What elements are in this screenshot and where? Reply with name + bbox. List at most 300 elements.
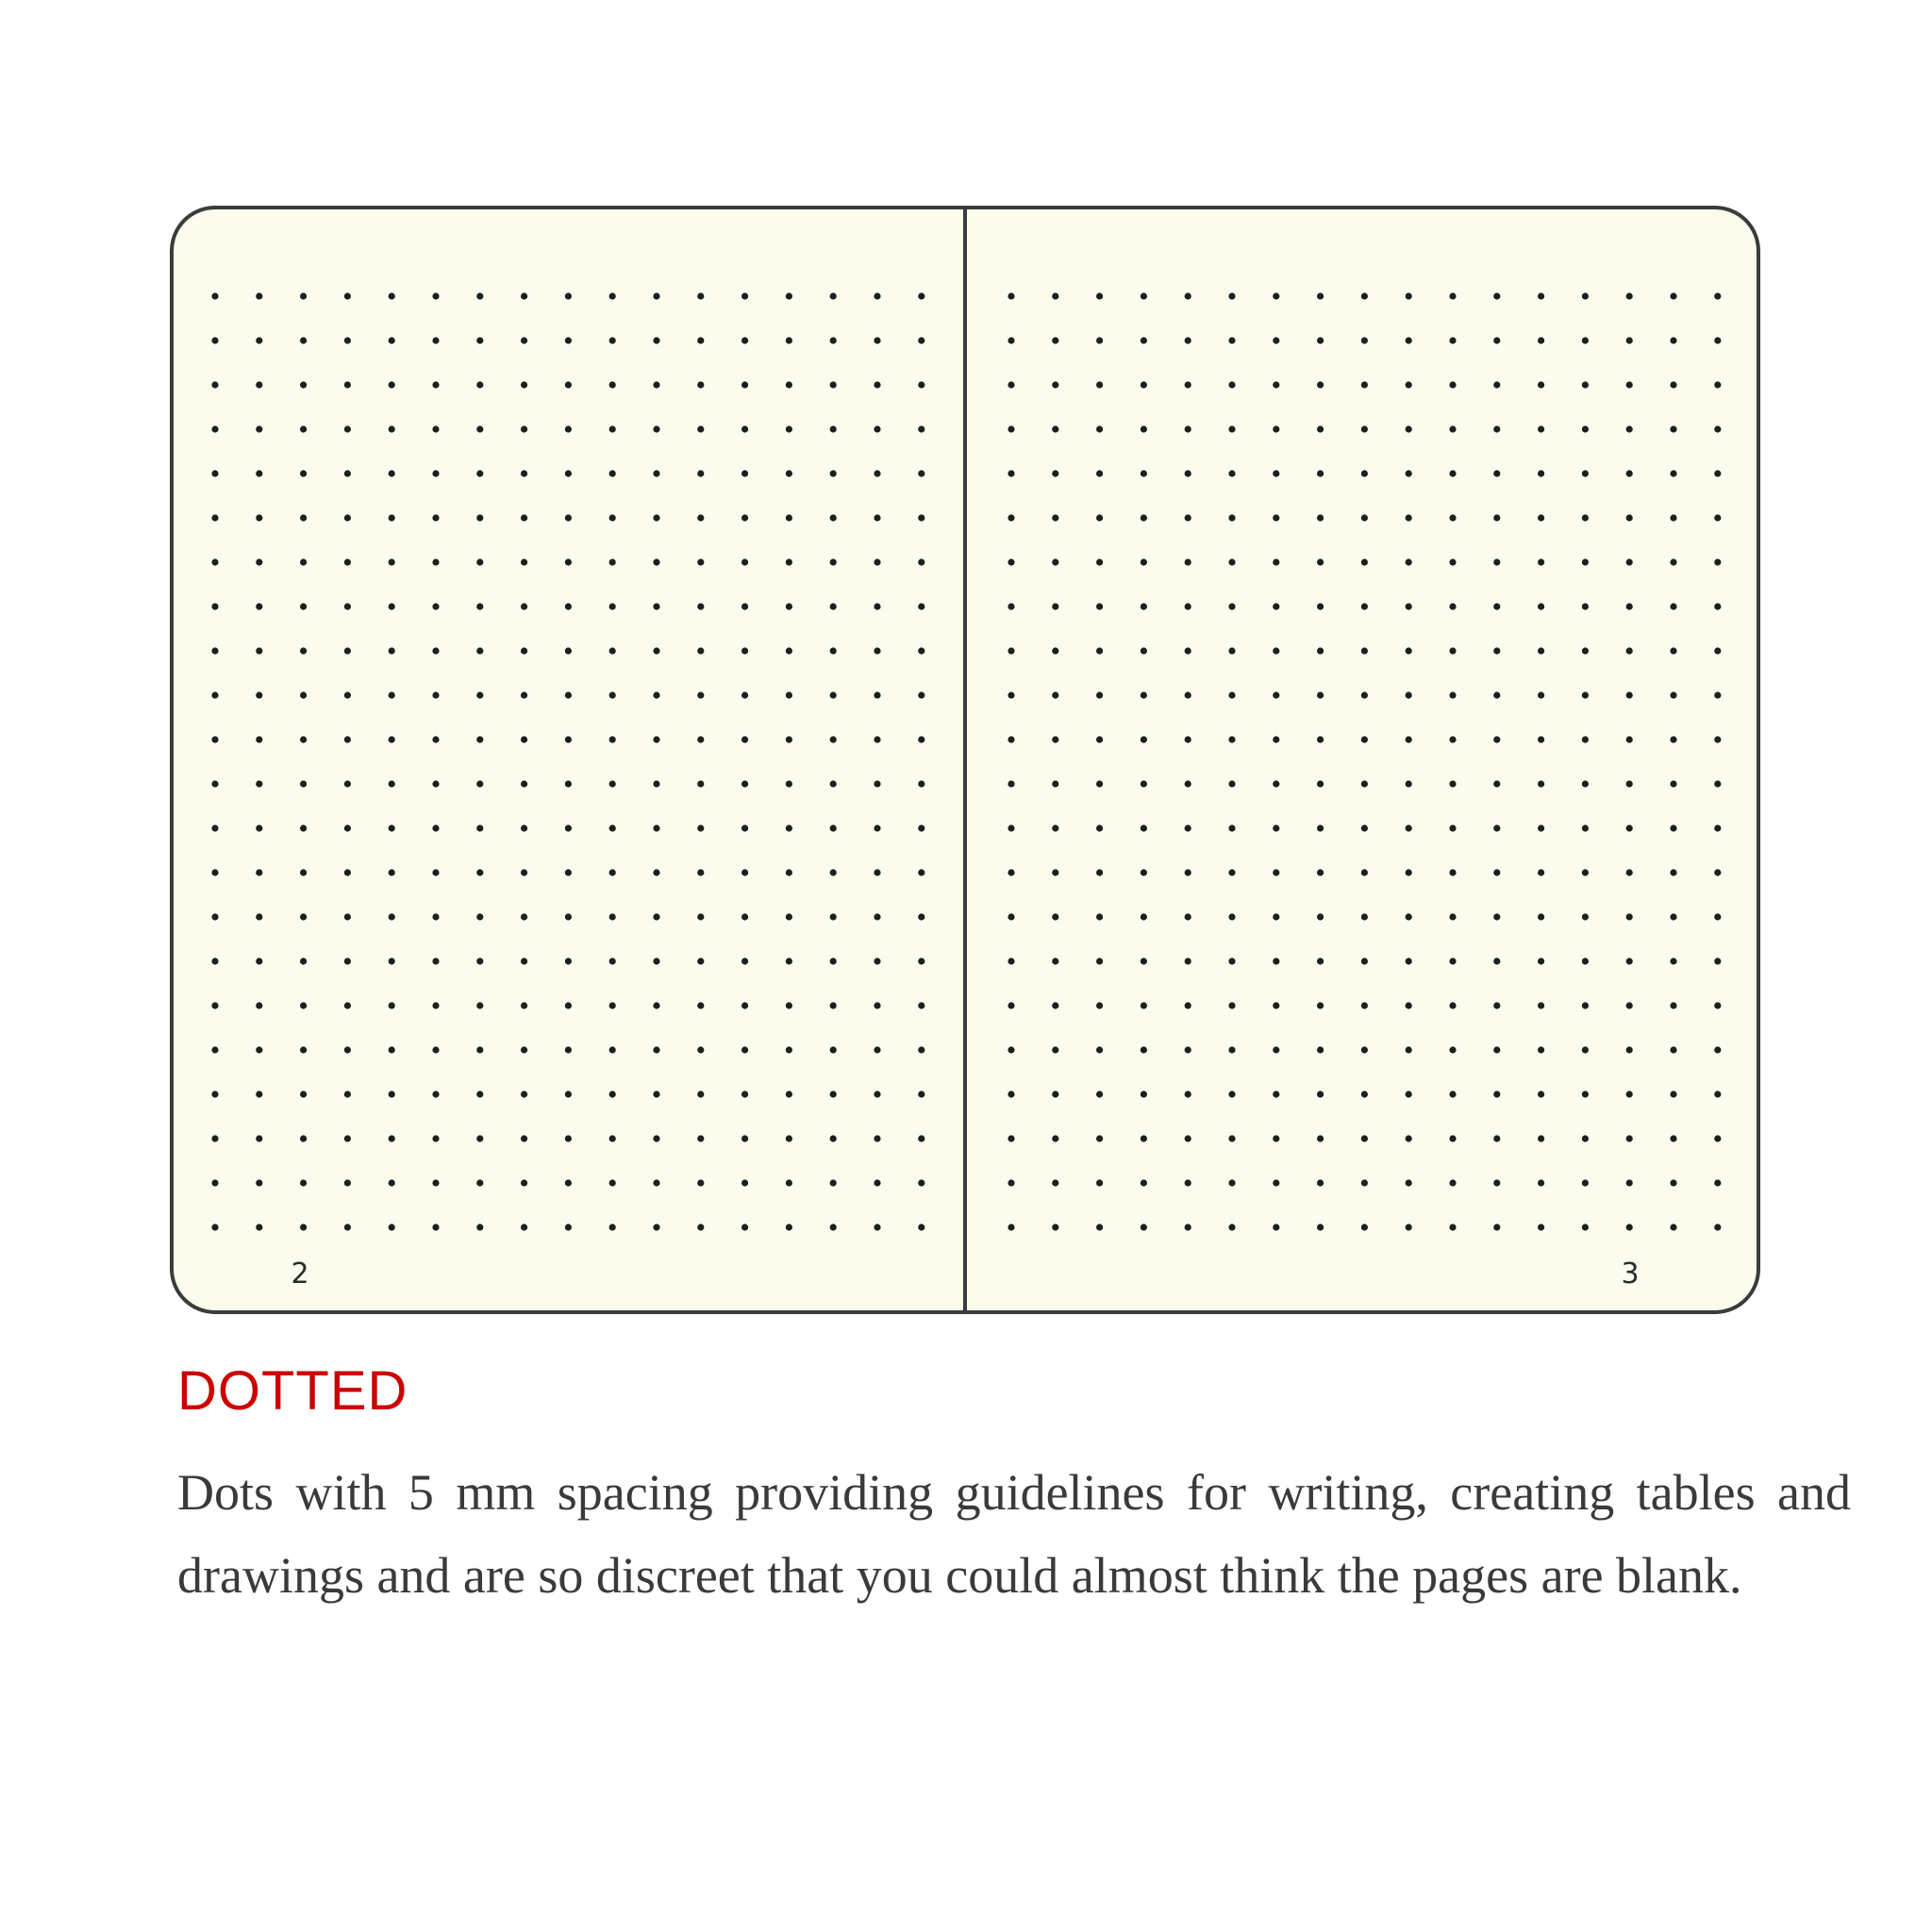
right-page-dot	[1052, 381, 1058, 388]
right-page-dot	[1141, 425, 1147, 432]
left-page-dot	[697, 913, 704, 920]
right-page-dot	[1185, 1135, 1191, 1141]
left-page-dot	[300, 337, 307, 343]
right-page-dot	[1228, 913, 1235, 920]
right-page-dot	[1538, 1091, 1544, 1097]
left-page-dot	[300, 1135, 307, 1141]
left-page-dot	[741, 736, 748, 742]
right-page-dot	[1141, 337, 1147, 343]
left-page-dot	[741, 603, 748, 609]
left-page-dot	[697, 337, 704, 343]
left-page-dot	[609, 470, 616, 476]
left-page-dot	[389, 736, 395, 742]
right-page-dot	[1714, 824, 1721, 831]
right-page-dot	[1185, 824, 1191, 831]
right-page-dot	[1008, 1179, 1014, 1186]
right-page-dot	[1185, 869, 1191, 875]
left-page-dot	[256, 647, 262, 654]
right-page-dot	[1493, 824, 1500, 831]
left-page-dot	[344, 1135, 351, 1141]
left-page-dot	[918, 514, 924, 521]
left-page-dot	[521, 647, 527, 654]
left-page-dot	[211, 603, 218, 609]
left-page-dot	[344, 869, 351, 875]
left-page-dot	[609, 514, 616, 521]
right-page-dot	[1185, 603, 1191, 609]
right-page-dot	[1582, 1224, 1589, 1230]
left-page-number: 2	[291, 1257, 309, 1291]
right-page-dot	[1626, 514, 1633, 521]
left-page-dot	[476, 1224, 483, 1230]
right-page-dot	[1626, 958, 1633, 964]
left-page-dot	[741, 292, 748, 299]
left-page-dot	[874, 958, 880, 964]
left-page-dot	[609, 824, 616, 831]
right-page-dot	[1626, 691, 1633, 698]
right-page-dot	[1228, 1224, 1235, 1230]
right-page-dot	[1361, 381, 1368, 388]
right-page-dot	[1361, 470, 1368, 476]
right-page-dot	[1008, 381, 1014, 388]
right-page-dot	[1582, 292, 1589, 299]
right-page-dot	[1361, 603, 1368, 609]
left-page-dot	[874, 869, 880, 875]
left-page-dot	[521, 691, 527, 698]
right-page-dot	[1582, 736, 1589, 742]
left-page-dot	[256, 1179, 262, 1186]
right-page-dot	[1670, 603, 1676, 609]
left-page-dot	[786, 869, 792, 875]
right-page-dot	[1096, 1179, 1103, 1186]
right-page-dot	[1406, 691, 1412, 698]
right-page-dot	[1096, 425, 1103, 432]
right-page-dot	[1008, 647, 1014, 654]
right-page-dot	[1185, 1224, 1191, 1230]
right-page-dot	[1449, 913, 1456, 920]
left-page-dot	[389, 381, 395, 388]
right-page-dot	[1449, 603, 1456, 609]
right-page-dot	[1052, 869, 1058, 875]
left-page-dot	[653, 470, 659, 476]
right-page-dot	[1714, 1091, 1721, 1097]
left-page-dot	[874, 558, 880, 565]
right-page-dot	[1449, 514, 1456, 521]
right-page-dot	[1361, 1002, 1368, 1008]
right-page-dot	[1449, 1091, 1456, 1097]
right-page-dot	[1008, 780, 1014, 787]
left-page-dot	[741, 647, 748, 654]
right-page-dot	[1538, 1224, 1544, 1230]
left-page-dot	[211, 470, 218, 476]
right-page-dot	[1361, 736, 1368, 742]
right-page-dot	[1493, 736, 1500, 742]
left-page-dot	[476, 824, 483, 831]
left-page-dot	[389, 1091, 395, 1097]
right-page-dot	[1317, 691, 1324, 698]
left-page-dot	[874, 647, 880, 654]
right-page-dot	[1493, 514, 1500, 521]
left-page-dot	[211, 691, 218, 698]
left-page-dot	[918, 337, 924, 343]
left-page-dot	[521, 958, 527, 964]
left-page-dot	[653, 691, 659, 698]
left-page-dot	[256, 736, 262, 742]
left-page-dot	[653, 869, 659, 875]
left-page-dot	[389, 1135, 395, 1141]
right-page-dot	[1449, 425, 1456, 432]
right-page-dot	[1493, 1135, 1500, 1141]
right-page-dot	[1449, 1046, 1456, 1053]
left-page-dot	[256, 603, 262, 609]
left-page-dot	[786, 470, 792, 476]
left-page-dot	[609, 869, 616, 875]
left-page-dot	[609, 381, 616, 388]
right-page-dot	[1626, 425, 1633, 432]
left-page-dot	[211, 869, 218, 875]
left-page-dot	[521, 1002, 527, 1008]
left-page-dot	[432, 1179, 439, 1186]
right-page-dot	[1449, 958, 1456, 964]
right-page-dot	[1714, 292, 1721, 299]
right-page-dot	[1714, 558, 1721, 565]
right-page-dot	[1406, 780, 1412, 787]
right-page-dot	[1052, 958, 1058, 964]
right-page-dot	[1228, 691, 1235, 698]
right-page-dot	[1626, 1046, 1633, 1053]
right-page-dot	[1141, 958, 1147, 964]
left-page-dot	[211, 558, 218, 565]
left-page-dot	[344, 958, 351, 964]
right-page-dot	[1406, 869, 1412, 875]
left-page-dot	[830, 1091, 837, 1097]
right-page-dot	[1228, 558, 1235, 565]
right-page-dot	[1449, 1135, 1456, 1141]
right-page-dot	[1670, 292, 1676, 299]
left-page-dot	[344, 425, 351, 432]
right-page-dot	[1626, 1135, 1633, 1141]
right-page-dot	[1670, 647, 1676, 654]
left-page-dot	[476, 514, 483, 521]
left-page-dot	[521, 470, 527, 476]
left-page-dot	[874, 1091, 880, 1097]
left-page-dot	[476, 558, 483, 565]
right-page-dot	[1317, 1179, 1324, 1186]
left-page-dot	[786, 558, 792, 565]
right-page-dot	[1008, 869, 1014, 875]
right-page-dot	[1361, 913, 1368, 920]
right-page-dot	[1052, 1091, 1058, 1097]
right-page-dot	[1582, 1002, 1589, 1008]
left-page-dot	[389, 780, 395, 787]
left-page-dot	[918, 736, 924, 742]
left-page-dot	[830, 425, 837, 432]
left-page-dot	[697, 1224, 704, 1230]
left-page-dot	[653, 647, 659, 654]
right-page-dot	[1626, 558, 1633, 565]
left-page-dot	[389, 647, 395, 654]
left-page-dot	[389, 292, 395, 299]
right-page-dot	[1582, 647, 1589, 654]
left-page-dot	[256, 514, 262, 521]
left-page-dot	[432, 337, 439, 343]
left-page-dot	[609, 1091, 616, 1097]
right-page-dot	[1052, 913, 1058, 920]
right-page-dot	[1670, 736, 1676, 742]
left-page-dot	[786, 514, 792, 521]
left-page-dot	[565, 425, 572, 432]
right-page-dot	[1714, 691, 1721, 698]
left-page-dot	[521, 381, 527, 388]
left-page-dot	[211, 292, 218, 299]
right-page-dot	[1538, 647, 1544, 654]
right-page-dot	[1406, 647, 1412, 654]
right-page-dot	[1626, 647, 1633, 654]
right-page-dot	[1096, 780, 1103, 787]
right-page-dot	[1052, 647, 1058, 654]
left-page-dot	[697, 381, 704, 388]
right-page-dot	[1185, 1091, 1191, 1097]
right-page-dot	[1228, 470, 1235, 476]
right-page-dot	[1096, 514, 1103, 521]
left-page-dot	[697, 869, 704, 875]
right-page-dot	[1185, 647, 1191, 654]
left-page-dot	[389, 958, 395, 964]
left-page-dot	[874, 780, 880, 787]
right-page-dot	[1670, 869, 1676, 875]
left-page-dot	[211, 425, 218, 432]
left-page-dot	[344, 1091, 351, 1097]
left-page-dot	[653, 425, 659, 432]
left-page-dot	[609, 558, 616, 565]
right-page-dot	[1449, 558, 1456, 565]
left-page-dot	[609, 1002, 616, 1008]
left-page-dot	[476, 1002, 483, 1008]
right-page-dot	[1582, 603, 1589, 609]
right-page-dot	[1538, 558, 1544, 565]
right-page-dot	[1185, 292, 1191, 299]
right-page-dot	[1185, 958, 1191, 964]
left-page-dot	[830, 1224, 837, 1230]
left-page-dot	[256, 381, 262, 388]
right-page-dot	[1538, 425, 1544, 432]
right-page-dot	[1361, 780, 1368, 787]
right-page-dot	[1008, 558, 1014, 565]
right-page-dot	[1582, 780, 1589, 787]
left-page-dot	[344, 1179, 351, 1186]
left-page-dot	[609, 958, 616, 964]
notebook-spread	[170, 206, 1760, 1314]
left-page-dot	[344, 1224, 351, 1230]
right-page-dot	[1538, 603, 1544, 609]
right-page-dot	[1538, 1002, 1544, 1008]
right-page-dot	[1185, 470, 1191, 476]
right-page-dot	[1406, 958, 1412, 964]
right-page-dot	[1008, 292, 1014, 299]
left-page-dot	[830, 470, 837, 476]
left-page-dot	[786, 1135, 792, 1141]
right-page-dot	[1317, 1002, 1324, 1008]
right-page-dot	[1317, 470, 1324, 476]
left-page-dot	[653, 1002, 659, 1008]
right-page-dot	[1626, 603, 1633, 609]
left-page-dot	[918, 381, 924, 388]
right-page-dot	[1141, 1179, 1147, 1186]
left-page-dot	[874, 824, 880, 831]
right-page-dot	[1449, 337, 1456, 343]
left-page-dot	[476, 292, 483, 299]
left-page-dot	[874, 736, 880, 742]
left-page-dot	[432, 913, 439, 920]
right-page-dot	[1626, 1002, 1633, 1008]
right-page-dot	[1582, 1091, 1589, 1097]
left-page-dot	[874, 381, 880, 388]
left-page-dot	[830, 1046, 837, 1053]
left-page-dot	[565, 736, 572, 742]
right-page-dot	[1406, 913, 1412, 920]
right-page-dot	[1185, 736, 1191, 742]
right-page-dot	[1052, 1224, 1058, 1230]
left-page-dot	[300, 514, 307, 521]
right-page-dot	[1273, 1224, 1279, 1230]
left-page-dot	[786, 603, 792, 609]
right-page-dot	[1273, 780, 1279, 787]
left-page-dot	[256, 958, 262, 964]
left-page-dot	[476, 647, 483, 654]
right-page-dot	[1406, 824, 1412, 831]
left-page-dot	[432, 292, 439, 299]
right-page-dot	[1096, 913, 1103, 920]
left-page-dot	[300, 1179, 307, 1186]
left-page-dot	[432, 780, 439, 787]
right-page-dot	[1670, 514, 1676, 521]
left-page-dot	[565, 470, 572, 476]
right-page-dot	[1141, 869, 1147, 875]
left-page-dot	[256, 824, 262, 831]
right-page-dot	[1228, 603, 1235, 609]
left-page-dot	[256, 425, 262, 432]
left-page-dot	[741, 470, 748, 476]
right-page-dot	[1626, 1224, 1633, 1230]
right-page-dot	[1538, 381, 1544, 388]
left-page-dot	[565, 1224, 572, 1230]
right-page-dot	[1273, 381, 1279, 388]
right-page-dot	[1096, 958, 1103, 964]
left-page-dot	[521, 1046, 527, 1053]
left-page-dot	[432, 824, 439, 831]
left-page-dot	[389, 425, 395, 432]
left-page-dot	[211, 1179, 218, 1186]
right-page-dot	[1052, 1179, 1058, 1186]
left-page-dot	[256, 292, 262, 299]
left-page-dot	[389, 558, 395, 565]
left-page-dot	[741, 780, 748, 787]
right-page-dot	[1493, 603, 1500, 609]
right-page-dot	[1493, 691, 1500, 698]
left-page-dot	[432, 691, 439, 698]
right-page-dot	[1406, 514, 1412, 521]
left-page-dot	[609, 292, 616, 299]
left-page-dot	[300, 647, 307, 654]
right-page-dot	[1317, 736, 1324, 742]
left-page-dot	[918, 913, 924, 920]
left-page-dot	[653, 558, 659, 565]
right-page-dot	[1361, 425, 1368, 432]
right-page-dot	[1141, 514, 1147, 521]
left-page-dot	[741, 958, 748, 964]
right-page-dot	[1228, 1002, 1235, 1008]
left-page-dot	[741, 1091, 748, 1097]
right-page-dot	[1449, 691, 1456, 698]
right-page-dot	[1493, 647, 1500, 654]
right-page-dot	[1538, 780, 1544, 787]
left-page-dot	[476, 958, 483, 964]
left-page-dot	[609, 337, 616, 343]
right-page-dot	[1185, 1046, 1191, 1053]
right-page-dot	[1582, 381, 1589, 388]
right-page-dot	[1670, 780, 1676, 787]
right-page-dot	[1449, 1179, 1456, 1186]
right-page-dot	[1008, 1224, 1014, 1230]
right-page-dot	[1317, 780, 1324, 787]
right-page-dot	[1714, 337, 1721, 343]
left-page-dot	[211, 381, 218, 388]
right-page-dot	[1317, 292, 1324, 299]
right-page-dot	[1008, 1091, 1014, 1097]
left-page-dot	[476, 603, 483, 609]
right-page-dot	[1273, 558, 1279, 565]
right-page-dot	[1096, 691, 1103, 698]
left-page-dot	[344, 470, 351, 476]
left-page-dot	[565, 780, 572, 787]
right-page-dot	[1406, 292, 1412, 299]
left-page-dot	[521, 1224, 527, 1230]
left-page-dot	[918, 470, 924, 476]
right-page-dot	[1538, 691, 1544, 698]
left-page-dot	[653, 337, 659, 343]
right-page-dot	[1582, 869, 1589, 875]
left-page-dot	[300, 780, 307, 787]
left-page-dot	[918, 1046, 924, 1053]
right-page-dot	[1228, 780, 1235, 787]
right-page-dot	[1449, 736, 1456, 742]
left-page-dot	[344, 913, 351, 920]
left-page-dot	[389, 514, 395, 521]
right-page-dot	[1052, 780, 1058, 787]
left-page-dot	[830, 691, 837, 698]
right-page-dot	[1141, 1135, 1147, 1141]
left-page-dot	[476, 425, 483, 432]
right-page-dot	[1317, 958, 1324, 964]
right-page-dot	[1273, 736, 1279, 742]
left-page-dot	[256, 913, 262, 920]
left-page-dot	[653, 1091, 659, 1097]
left-page-dot	[300, 1091, 307, 1097]
right-page-dot	[1317, 1046, 1324, 1053]
left-page-dot	[300, 1046, 307, 1053]
left-page-dot	[653, 1135, 659, 1141]
right-page-dot	[1141, 558, 1147, 565]
right-page-dot	[1008, 1135, 1014, 1141]
left-page-dot	[565, 647, 572, 654]
right-page-dot	[1096, 1091, 1103, 1097]
right-page-dot	[1626, 470, 1633, 476]
left-page-dot	[300, 1002, 307, 1008]
right-page-dot	[1670, 337, 1676, 343]
left-page-dot	[521, 869, 527, 875]
right-page-dot	[1096, 647, 1103, 654]
left-page-dot	[697, 425, 704, 432]
right-page-dot	[1141, 1046, 1147, 1053]
